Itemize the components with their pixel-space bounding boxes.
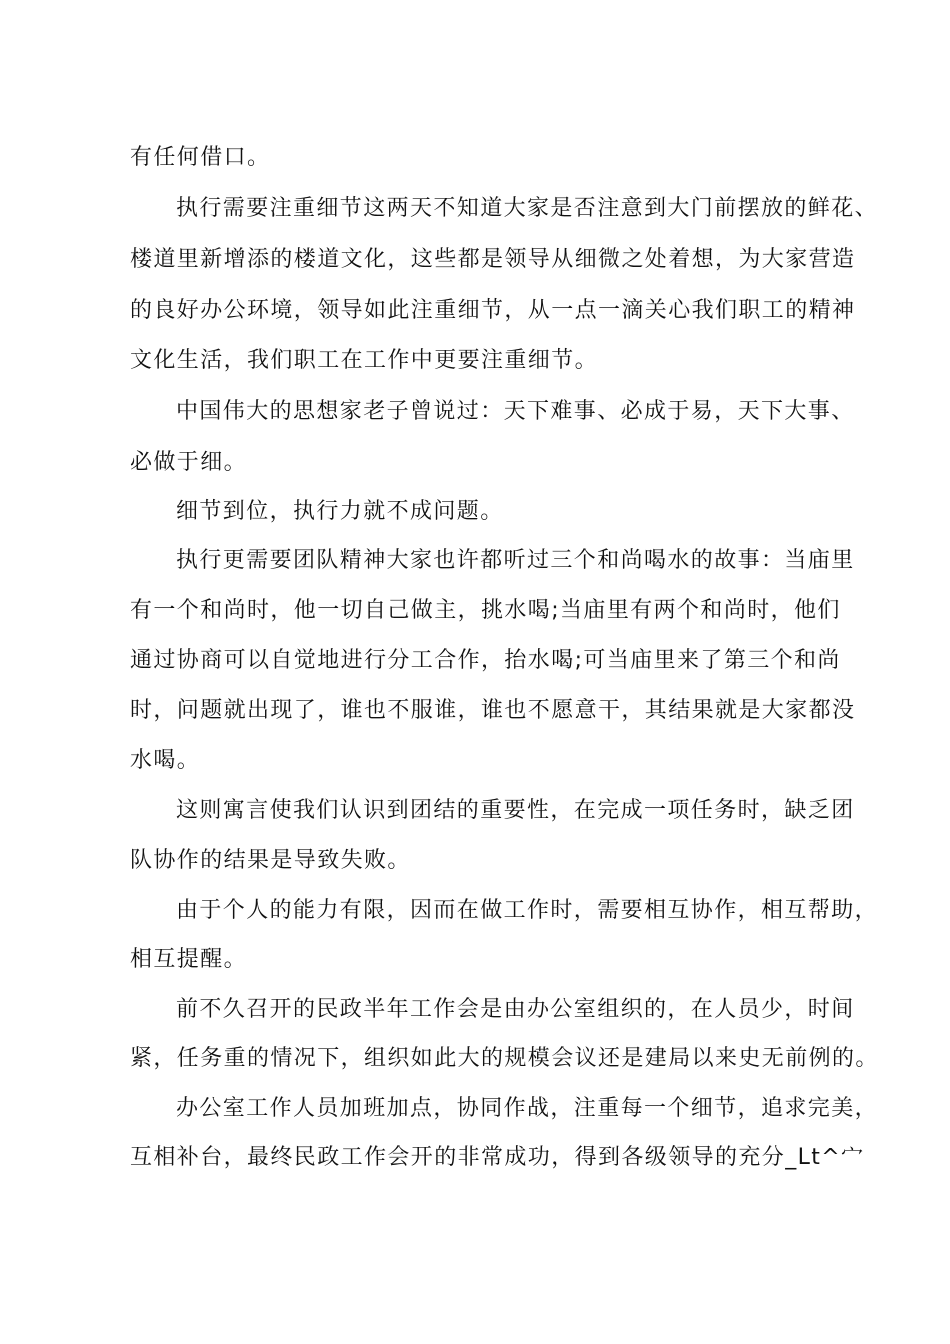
text-line: 楼道里新增添的楼道文化，这些都是领导从细微之处着想，为大家营造 — [130, 247, 856, 272]
text-line: 通过协商可以自觉地进行分工合作，抬水喝;可当庙里来了第三个和尚 — [130, 648, 841, 673]
text-line: 办公室工作人员加班加点，协同作战，注重每一个细节，追求完美， — [176, 1096, 879, 1121]
text-line: 时，问题就出现了，谁也不服谁，谁也不愿意干，其结果就是大家都没 — [130, 698, 856, 723]
text-line: 细节到位，执行力就不成问题。 — [176, 499, 504, 524]
text-line: 有任何借口。 — [130, 145, 271, 170]
text-line: 文化生活，我们职工在工作中更要注重细节。 — [130, 348, 599, 373]
text-line: 相互提醒。 — [130, 947, 248, 972]
text-line: 由于个人的能力有限，因而在做工作时，需要相互协作，相互帮助， — [176, 898, 879, 923]
text-line: 有一个和尚时，他一切自己做主，挑水喝;当庙里有两个和尚时，他们 — [130, 598, 841, 623]
text-line: 前不久召开的民政半年工作会是由办公室组织的，在人员少，时间 — [176, 997, 855, 1022]
text-line: 水喝。 — [130, 748, 201, 773]
text-line: 这则寓言使我们认识到团结的重要性，在完成一项任务时，缺乏团 — [176, 798, 855, 823]
text-line: 执行更需要团队精神大家也许都听过三个和尚喝水的故事：当庙里 — [176, 548, 855, 573]
text-line: 的良好办公环境，领导如此注重细节，从一点一滴关心我们职工的精神 — [130, 298, 856, 323]
text-line: 互相补台，最终民政工作会开的非常成功，得到各级领导的充分_Lt^宀 — [130, 1145, 865, 1170]
text-line: 必做于细。 — [130, 450, 248, 475]
text-line: 紧，任务重的情况下，组织如此大的规模会议还是建局以来史无前例的。 — [130, 1046, 879, 1071]
text-line: 中国伟大的思想家老子曾说过：天下难事、必成于易，天下大事、 — [176, 399, 855, 424]
text-line: 执行需要注重细节这两天不知道大家是否注意到大门前摆放的鲜花、 — [176, 196, 879, 221]
text-line: 队协作的结果是导致失败。 — [130, 848, 411, 873]
